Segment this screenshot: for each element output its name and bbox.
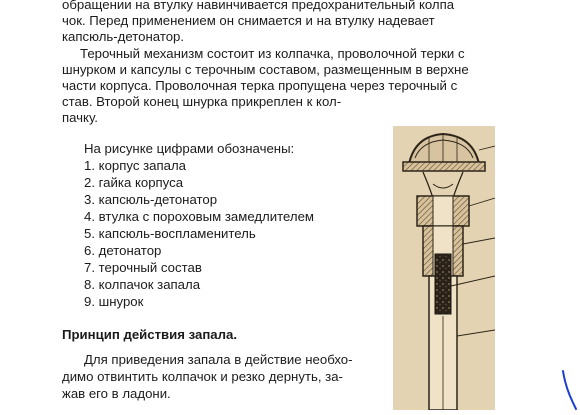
intro-line-1: обращении на втулку навинчивается предохранительный колпа [62, 0, 455, 12]
legend-title: На рисунке цифрами обозначены: [84, 141, 295, 156]
legend-item: 3. капсюль-детонатор [84, 192, 218, 207]
mechanism-line-3: части корпуса. Проволочная терка пропущена через терочный с [62, 78, 458, 93]
legend-item: 4. втулка с пороховым замедлителем [84, 209, 315, 224]
mechanism-line-5: пачку. [62, 110, 98, 125]
section-heading: Принцип действия запала. [62, 327, 238, 342]
fuse-diagram-icon [393, 126, 495, 410]
mechanism-line-2: шнурком и капсулы с терочным составом, размещенным в верхне [62, 62, 469, 77]
legend-item: 5. капсюль-воспламенитель [84, 226, 256, 241]
intro-line-3: капсюль-детонатор. [62, 29, 185, 44]
operation-line-2: димо отвинтить колпачок и резко дернуть, за- [62, 369, 343, 384]
mechanism-line-4: став. Второй конец шнурка прикреплен к кол- [62, 94, 342, 109]
legend-item: 9. шнурок [84, 294, 144, 309]
legend-item: 8. колпачок запала [84, 277, 201, 292]
legend-item: 6. детонатор [84, 243, 162, 258]
legend-item: 1. корпус запала [84, 158, 186, 173]
mechanism-line-1: Терочный механизм состоит из колпачка, проволочной терки с [80, 46, 465, 61]
operation-line-1: Для приведения запала в действие необхо- [84, 352, 353, 367]
pen-mark-icon [555, 368, 580, 410]
legend-item: 2. гайка корпуса [84, 175, 184, 190]
legend-item: 7. терочный состав [84, 260, 202, 275]
operation-line-3: жав его в ладони. [62, 386, 171, 401]
intro-line-2: чок. Перед применением он снимается и на втулку надевает [62, 13, 435, 28]
